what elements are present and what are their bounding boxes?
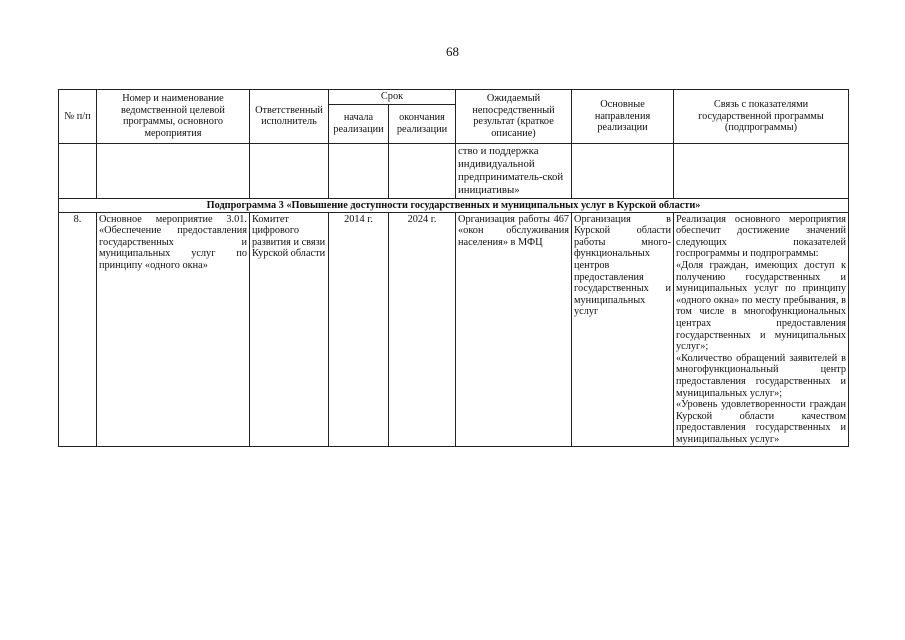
row-directions: Организация в Курской области работы много-функциональных центров предоставления государственных и муниципальных услуг [572,212,674,447]
cont-link [674,143,849,198]
header-name: Номер и наименование ведомственной целевой программы, основного мероприятия [97,90,250,144]
header-term: Срок [329,90,456,105]
cont-responsible [250,143,329,198]
header-end: окончания реализации [389,104,456,143]
header-row-1 [59,90,849,105]
row-num: 8. [59,212,97,447]
link-paragraph-4: «Уровень удовлетворенности граждан Курской области качеством предоставления государственных и муниципальных услуг» [676,399,847,445]
row-end: 2024 г. [389,212,456,447]
program-activities-table [58,89,849,447]
header-directions: Основные направления реализации [572,90,674,144]
header-link: Связь с показателями государственной программы (подпрограммы) [674,90,849,144]
link-paragraph-2: «Доля граждан, имеющих доступ к получению государственных и муниципальных услуг по принципу «одного окна» по месту пребывания, в том числе в многофункциональных центрах предоставления государственных и муниципальных услуг»; [676,259,847,353]
link-paragraph-1: Реализация основного мероприятия обеспечит достижение значений следующих показателей госпрограммы и подпрограммы: [676,213,847,260]
header-num: № п/п [59,90,97,144]
header-start: начала реализации [329,104,389,143]
cont-result: ство и поддержка индивидуальной предприниматель-ской инициативы» [456,143,572,198]
row-start: 2014 г. [329,212,389,447]
subprogram-title: Подпрограмма 3 «Повышение доступности государственных и муниципальных услуг в Курской области» [59,198,849,212]
page-number: 68 [446,44,459,59]
continuation-row [59,143,849,198]
cont-start [329,143,389,198]
row-name: Основное мероприятие 3.01. «Обеспечение предоставления государственных и муниципальных услуг по принципу «одного окна» [97,212,250,447]
subprogram-row [59,198,849,212]
row-responsible: Комитет цифрового развития и связи Курской области [250,212,329,447]
cont-num [59,143,97,198]
row-link [674,212,849,447]
table-row [59,212,849,447]
cont-end [389,143,456,198]
header-result: Ожидаемый непосредственный результат (краткое описание) [456,90,572,144]
row-result: Организация работы 467 «окон обслуживания населения» в МФЦ [456,212,572,447]
link-paragraph-3: «Количество обращений заявителей в многофункциональный центр предоставления государственных и муниципальных услуг»; [676,352,847,399]
cont-directions [572,143,674,198]
header-responsible: Ответственный исполнитель [250,90,329,144]
cont-name [97,143,250,198]
